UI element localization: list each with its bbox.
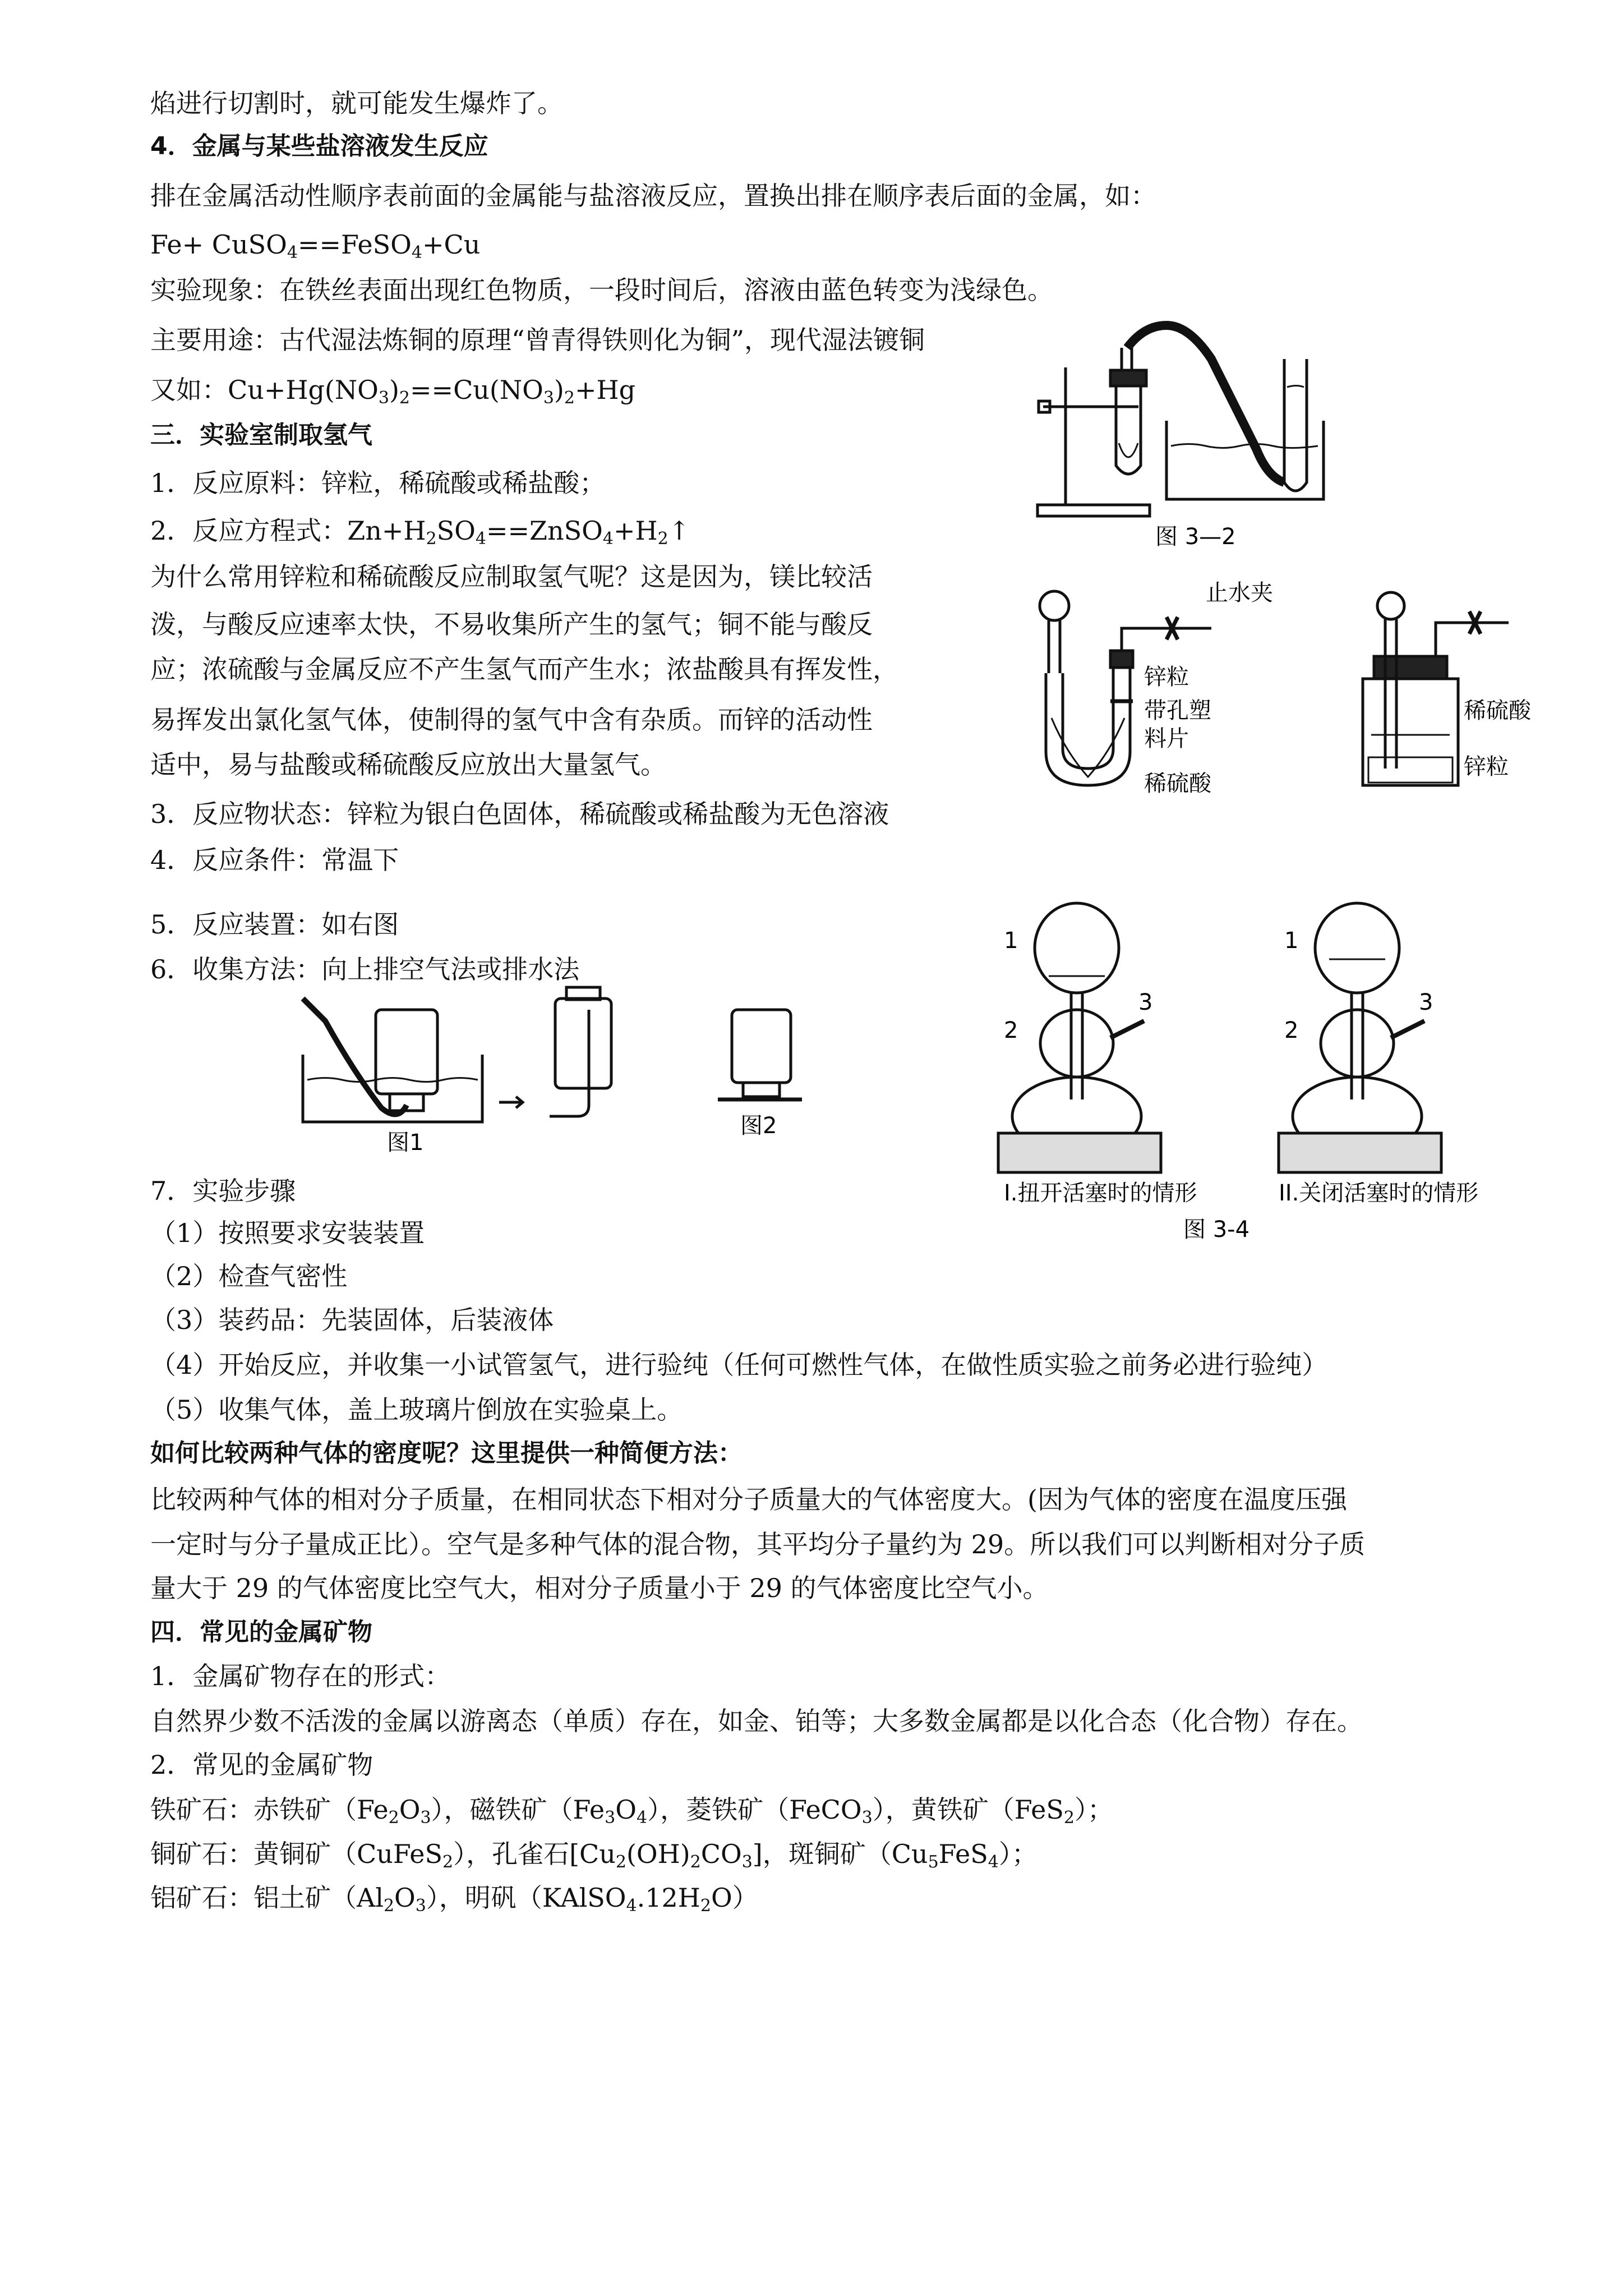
label-zinc: 锌粒 <box>1144 664 1189 690</box>
text-line: 焰进行切割时，就可能发生爆炸了。 <box>150 88 563 118</box>
label-num-3b: 3 <box>1419 990 1433 1015</box>
text-line: （4）开始反应，并收集一小试管氢气，进行验纯（任何可燃性气体，在做性质实验之前务必进行验纯） <box>150 1350 1328 1380</box>
figure-caption: 图 3—2 <box>1155 524 1236 550</box>
section-heading: 四．常见的金属矿物 <box>150 1618 372 1646</box>
label-acid: 稀硫酸 <box>1144 771 1211 797</box>
mineral-line: 铁矿石：赤铁矿$(Fe_2O_3)$，磁铁矿$(Fe_3O_4)$，菱铁矿（FeCO$_3$），黄铁矿（FeS$_2$）； <box>150 1795 1113 1828</box>
section-heading: 如何比较两种气体的密度呢？这里提供一种简便方法： <box>150 1439 743 1467</box>
section-heading: 三．实验室制取氢气 <box>150 421 372 449</box>
label-zinc-bottle: 锌粒 <box>1464 754 1509 780</box>
figure-caption: 图 3-4 <box>1183 1217 1250 1243</box>
label-num-1: 1 <box>1004 928 1018 954</box>
text-line: 易挥发出氯化氢气体，使制得的氢气中含有杂质。而锌的活动性 <box>150 705 873 735</box>
text-line: 量大于 29 的气体密度比空气大，相对分子质量小于 29 的气体密度比空气小。 <box>150 1573 1049 1603</box>
text-line: 1．金属矿物存在的形式： <box>150 1661 451 1691</box>
equation-line: Fe+ CuSO$_4$==FeSO$_4$+Cu <box>150 229 481 263</box>
text-line: （1）按照要求安装装置 <box>150 1218 425 1248</box>
text-line: （5）收集气体，盖上玻璃片倒放在实验桌上。 <box>150 1395 683 1425</box>
text-line: 7．实验步骤 <box>150 1176 296 1206</box>
text-line: 自然界少数不活泼的金属以游离态（单质）存在，如金、铂等；大多数金属都是以化合态（化合物）存在。 <box>150 1706 1363 1736</box>
text-line: 为什么常用锌粒和稀硫酸反应制取氢气呢？这是因为，镁比较活 <box>150 562 873 592</box>
figure-3-2 <box>1021 314 1525 561</box>
label-clamp: 止水夹 <box>1206 580 1273 606</box>
text-line: 适中，易与盐酸或稀硫酸反应放出大量氢气。 <box>150 749 666 780</box>
caption-open: I.扭开活塞时的情形 <box>1004 1180 1197 1206</box>
figure-caption-1: 图1 <box>387 1130 424 1156</box>
label-num-2: 2 <box>1004 1018 1018 1043</box>
text-line: 实验现象：在铁丝表面出现红色物质，一段时间后，溶液由蓝色转变为浅绿色。 <box>150 275 1053 305</box>
label-num-2b: 2 <box>1284 1018 1299 1043</box>
figure-caption-2: 图2 <box>740 1113 777 1139</box>
label-num-1b: 1 <box>1284 928 1299 954</box>
label-num-3: 3 <box>1138 990 1153 1015</box>
text-line: （3）装药品：先装固体，后装液体 <box>150 1305 554 1335</box>
text-line: 主要用途：古代湿法炼铜的原理“曾青得铁则化为铜”，现代湿法镀铜 <box>150 325 925 355</box>
label-plastic-2: 料片 <box>1144 726 1189 752</box>
label-plastic: 带孔塑 <box>1144 698 1211 724</box>
figure-3-4-kipp <box>976 886 1537 1245</box>
text-line: 2．常见的金属矿物 <box>150 1750 374 1780</box>
caption-close: II.关闭活塞时的情形 <box>1279 1180 1479 1206</box>
text-line: （2）检查气密性 <box>150 1261 348 1291</box>
equation-line: 2．反应方程式：$Zn+H_2SO_4==ZnSO_4+H_2↑$ <box>150 516 690 549</box>
text-line: 比较两种气体的相对分子质量，在相同状态下相对分子质量大的气体密度大。(因为气体的密度在温度压强 <box>150 1484 1347 1515</box>
text-line: 4．反应条件：常温下 <box>150 845 399 875</box>
equation-line: 又如：$Cu+Hg(NO_3)_2==Cu(NO_3)_2+Hg$ <box>150 375 636 408</box>
text-line: 5．反应装置：如右图 <box>150 909 399 940</box>
text-line: 排在金属活动性顺序表前面的金属能与盐溶液反应，置换出排在顺序表后面的金属，如： <box>150 181 1156 211</box>
text-line: 3．反应物状态：锌粒为银白色固体，稀硫酸或稀盐酸为无色溶液 <box>150 799 889 829</box>
figure-hydrogen-apparatus <box>1032 567 1531 808</box>
text-line: 应；浓硫酸与金属反应不产生氢气而产生水；浓盐酸具有挥发性， <box>150 654 898 684</box>
label-acid-bottle: 稀硫酸 <box>1464 698 1531 724</box>
text-line: 泼，与酸反应速率太快，不易收集所产生的氢气；铜不能与酸反 <box>150 609 873 639</box>
text-line: 一定时与分子量成正比）。空气是多种气体的混合物，其平均分子量约为 29。所以我们可以判断相对分子质 <box>150 1529 1366 1559</box>
section-heading: 4．金属与某些盐溶液发生反应 <box>150 132 488 160</box>
text-line: 6．收集方法：向上排空气法或排水法 <box>150 954 580 984</box>
mineral-line: 铜矿石：黄铜矿（CuFeS$_2$），孔雀石$[Cu_2(OH)_2CO_3]$，斑铜矿$(Cu_5FeS_4)$； <box>150 1839 1038 1872</box>
figure-collection <box>292 987 852 1161</box>
mineral-line: 铝矿石：铝土矿$(Al_2O_3)$，明矾$(KAlSO_4.12H_2O)$ <box>150 1883 758 1916</box>
text-line: 1．反应原料：锌粒，稀硫酸或稀盐酸； <box>150 468 606 498</box>
